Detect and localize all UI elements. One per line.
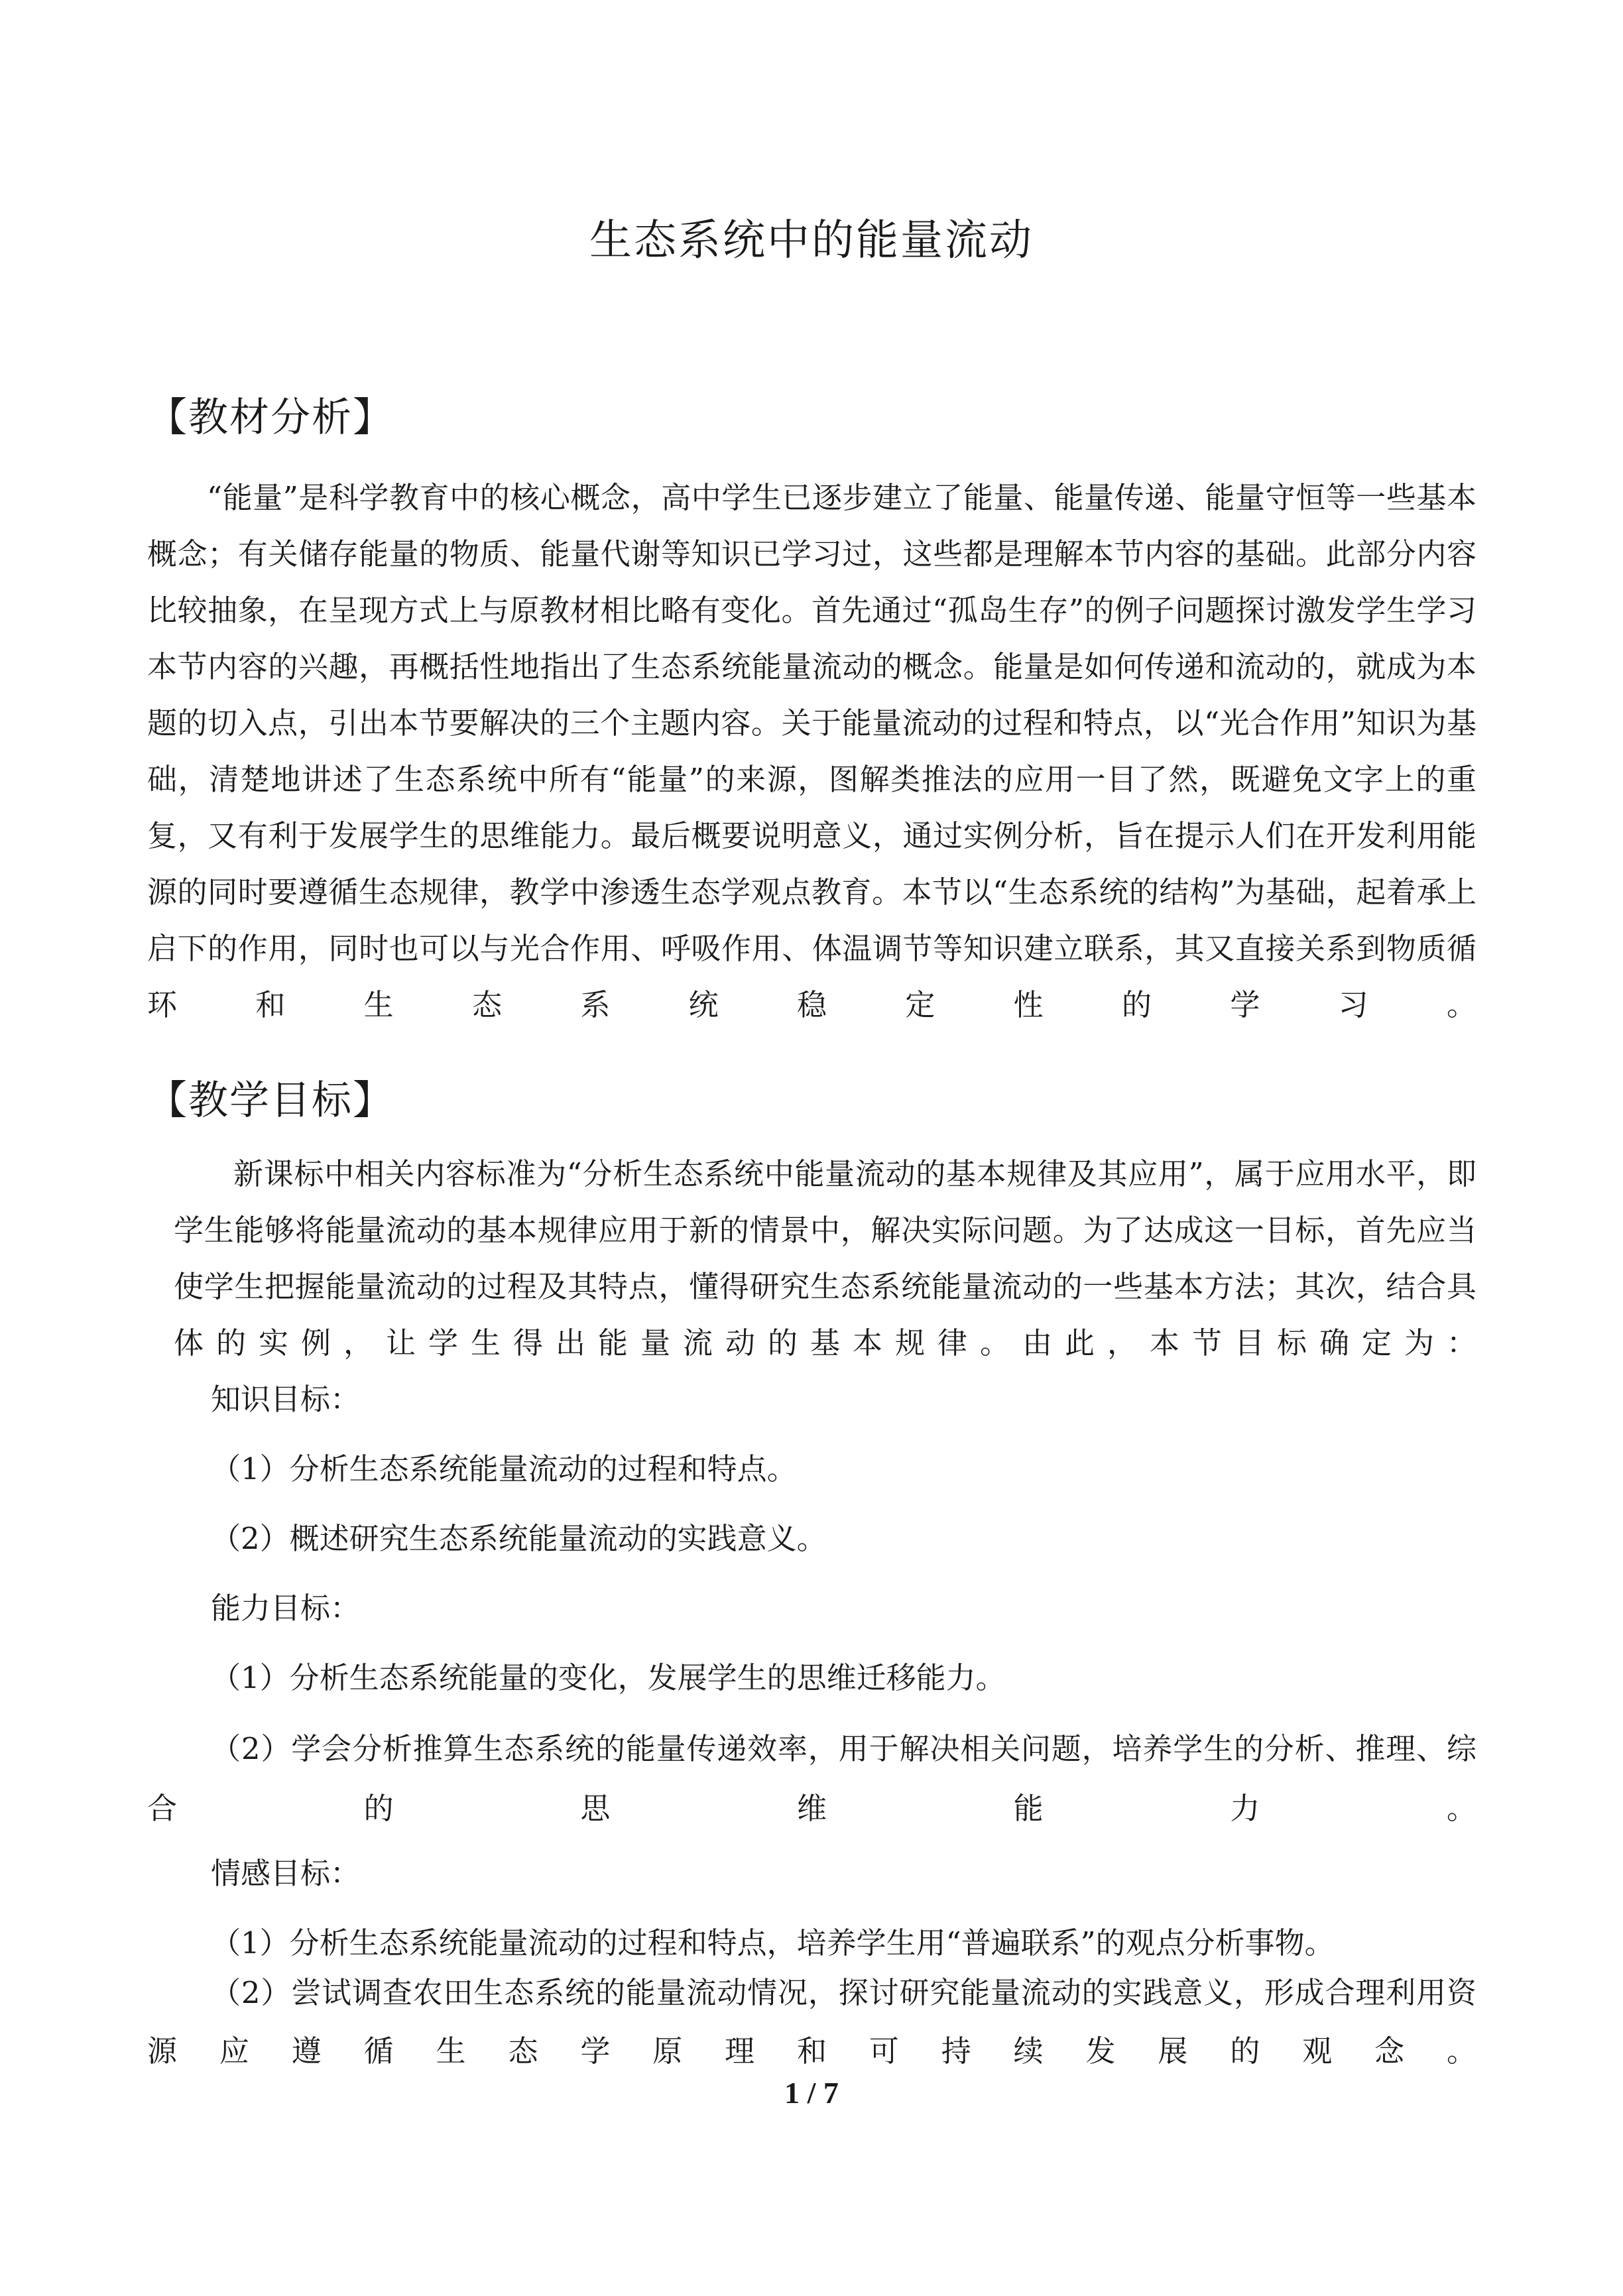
knowledge-objective-item: （2）概述研究生态系统能量流动的实践意义。 (211, 1521, 827, 1556)
section-heading-analysis: 【教材分析】 (147, 394, 394, 441)
analysis-paragraph: “能量”是科学教育中的核心概念，高中学生已逐步建立了能量、能量传递、能量守恒等一些基本概念；有关储存能量的物质、能量代谢等知识已学习过，这些都是理解本节内容的基础。此部分内容比较抽象，在呈现方式上与原教材相比略有变化。首先通过“孤岛生存”的例子问题探讨激发学生学习本节内容的兴趣，再概括性地指出了生态系统能量流动的概念。能量是如何传递和流动的，就成为本题的切入点，引出本节要解决的三个主题内容。关于能量流动的过程和特点，以“光合作用”知识为基础，清楚地讲述了生态系统中所有“能量”的来源，图解类推法的应用一目了然，既避免文字上的重复，又有利于发展学生的思维能力。最后概要说明意义，通过实例分析，旨在提示人们在开发利用能源的同时要遵循生态规律，教学中渗透生态学观点教育。本节以“生态系统的结构”为基础，起着承上启下的作用，同时也可以与光合作用、呼吸作用、体温调节等知识建立联系，其又直接关系到物质循环和生态系统稳定性的学习。 (147, 480, 1476, 1022)
objectives-intro: 新课标中相关内容标准为“分析生态系统中能量流动的基本规律及其应用”，属于应用水平，即学生能够将能量流动的基本规律应用于新的情景中，解决实际问题。为了达成这一目标，首先应当使学生把握能量流动的过程及其特点，懂得研究生态系统能量流动的一些基本方法；其次，结合具体的实例，让学生得出能量流动的基本规律。由此，本节目标确定为： (174, 1156, 1476, 1360)
knowledge-objective-item: （1）分析生态系统能量流动的过程和特点。 (211, 1451, 797, 1486)
section-heading-objectives: 【教学目标】 (147, 1077, 394, 1124)
page-title: 生态系统中的能量流动 (589, 216, 1034, 265)
ability-objective-item: （1）分析生态系统能量的变化，发展学生的思维迁移能力。 (211, 1660, 1006, 1695)
page-number: 1 / 7 (784, 2076, 839, 2110)
emotion-objective-item: （1）分析生态系统能量流动的过程和特点，培养学生用“普遍联系”的观点分析事物。 (211, 1925, 1335, 1961)
ability-objective-item: （2）学会分析推算生态系统的能量传递效率，用于解决相关问题，培养学生的分析、推理、综合的思维能力。 (147, 1731, 1476, 1826)
ability-objectives-label: 能力目标： (211, 1591, 361, 1626)
emotion-objective-item: （2）尝试调查农田生态系统的能量流动情况，探讨研究能量流动的实践意义，形成合理利用资源应遵循生态学原理和可持续发展的观念。 (147, 1975, 1476, 2069)
knowledge-objectives-label: 知识目标： (211, 1382, 361, 1417)
emotion-objectives-label: 情感目标： (211, 1856, 361, 1891)
